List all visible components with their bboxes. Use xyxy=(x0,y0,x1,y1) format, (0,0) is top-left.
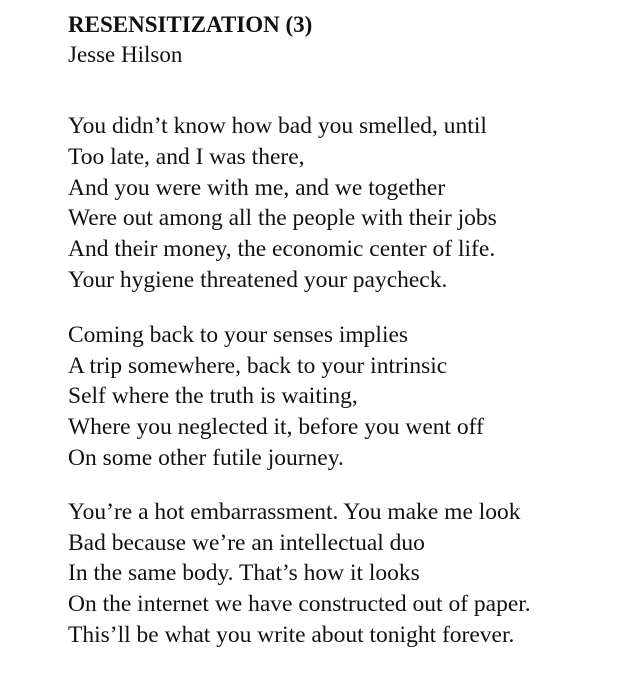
poem-line: On some other futile journey. xyxy=(68,444,344,471)
poem-line: Bad because we’re an intellectual duo xyxy=(68,529,425,556)
poem-document xyxy=(68,10,634,651)
poem-line: In the same body. That’s how it looks xyxy=(68,560,420,587)
poem-author: Jesse Hilson xyxy=(68,42,183,67)
poem-line: You didn’t know how bad you smelled, until xyxy=(68,113,487,139)
poem-line: On the internet we have constructed out of paper. xyxy=(68,591,531,618)
stanza-1 xyxy=(68,111,634,296)
stanza-3 xyxy=(68,497,634,651)
poem-line: Were out among all the people with their jobs xyxy=(68,205,497,232)
poem-line: Where you neglected it, before you went off xyxy=(68,414,484,441)
poem-line: And you were with me, and we together xyxy=(68,174,446,201)
poem-line: Your hygiene threatened your paycheck. xyxy=(68,266,448,293)
poem-line: Coming back to your senses implies xyxy=(68,321,409,348)
poem-line: Too late, and I was there, xyxy=(68,143,305,170)
poem-line: And their money, the economic center of life. xyxy=(68,236,496,263)
stanza-2 xyxy=(68,320,634,474)
poem-line: A trip somewhere, back to your intrinsic xyxy=(68,352,448,379)
poem-line: Self where the truth is waiting, xyxy=(68,383,358,410)
poem-line: This’ll be what you write about tonight forever. xyxy=(68,621,515,648)
poem-title: RESENSITIZATION (3) xyxy=(68,12,313,37)
poem-line: You’re a hot embarrassment. You make me look xyxy=(68,498,521,525)
